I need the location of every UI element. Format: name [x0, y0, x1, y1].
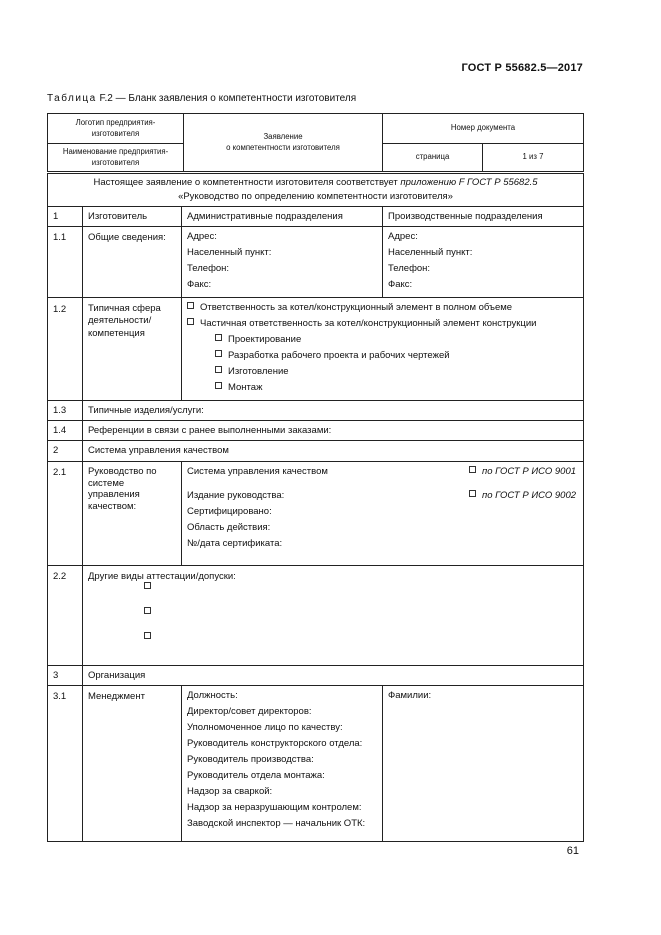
- qms-details: [182, 461, 584, 565]
- checkbox-icon[interactable]: [144, 607, 151, 614]
- activity-scope-label: Типичная сфера деятельности/ компетенция: [83, 297, 182, 400]
- row-1-1-num: 1.1: [48, 226, 83, 297]
- option-design[interactable]: Проектирование: [187, 333, 578, 349]
- row-3-num: 3: [48, 665, 83, 685]
- option-installation[interactable]: Монтаж: [187, 381, 578, 397]
- row-3-1-num: 3.1: [48, 686, 83, 842]
- position-item: Директор/совет директоров:: [187, 706, 312, 718]
- general-info-label: Общие сведения:: [83, 226, 182, 297]
- caption-text: — Бланк заявления о компетентности изготовителя: [115, 93, 357, 104]
- form-header: [47, 113, 584, 172]
- scope-field: Область действия:: [187, 521, 271, 533]
- checkbox-icon[interactable]: [215, 366, 222, 373]
- address-field: Адрес:: [187, 230, 217, 242]
- competence-form: [47, 173, 584, 842]
- doc-number-label: Номер документа: [383, 114, 584, 144]
- caption-number: F.2: [99, 93, 113, 104]
- row-2-num: 2: [48, 441, 83, 461]
- row-1-4-num: 1.4: [48, 421, 83, 441]
- option-manufacturing[interactable]: Изготовление: [187, 365, 578, 381]
- caption-prefix: Таблица: [47, 93, 97, 104]
- iso9002-option[interactable]: по ГОСТ Р ИСО 9002: [469, 489, 576, 502]
- management-positions: [182, 686, 383, 842]
- page-value: 1 из 7: [483, 144, 584, 172]
- option-full-responsibility[interactable]: Ответственность за котел/конструкционный элемент в полном объеме: [187, 301, 578, 317]
- surnames-header: Фамилии:: [388, 690, 432, 702]
- checkbox-icon[interactable]: [215, 382, 222, 389]
- position-item: Руководитель отдела монтажа:: [187, 770, 325, 782]
- city-field: Населенный пункт:: [388, 246, 473, 258]
- typical-products-label: Типичные изделия/услуги:: [83, 400, 584, 420]
- page-number: 61: [566, 845, 579, 857]
- standard-number: ГОСТ Р 55682.5—2017: [461, 62, 583, 74]
- checkbox-icon[interactable]: [187, 318, 194, 325]
- city-field: Населенный пункт:: [187, 246, 272, 258]
- fax-field: Факс:: [187, 278, 212, 290]
- statement-title: Заявление о компетентности изготовителя: [184, 114, 383, 172]
- row-1-num: 1: [48, 206, 83, 226]
- references-label: Референции в связи с ранее выполненными заказами:: [83, 421, 584, 441]
- other-certifications-label: Другие виды аттестации/допуски:: [88, 570, 236, 582]
- management-label: Менеджмент: [83, 686, 182, 842]
- admin-fields: [182, 226, 383, 297]
- cert-date-field: №/дата сертификата:: [187, 537, 283, 549]
- qms-manual-label: Руководство по системе управления качеством:: [83, 461, 182, 565]
- fax-field: Факс:: [388, 278, 413, 290]
- row-1-2-num: 1.2: [48, 297, 83, 400]
- certified-field: Сертифицировано:: [187, 505, 272, 517]
- row-2-2-num: 2.2: [48, 565, 83, 665]
- other-certifications: [83, 565, 584, 665]
- position-item: Надзор за сваркой:: [187, 786, 273, 798]
- activity-options: [182, 297, 584, 400]
- option-working-drawings[interactable]: Разработка рабочего проекта и рабочих чертежей: [187, 349, 578, 365]
- checkbox-icon[interactable]: [469, 466, 476, 473]
- row-1-label: Изготовитель: [83, 206, 182, 226]
- position-item: Руководитель конструкторского отдела:: [187, 738, 363, 750]
- edition-line: Издание руководства: по ГОСТ Р ИСО 9002: [187, 489, 577, 501]
- admin-units-header: Административные подразделения: [182, 206, 383, 226]
- checkbox-icon[interactable]: [144, 632, 151, 639]
- checkbox-icon[interactable]: [215, 350, 222, 357]
- table-caption: [47, 93, 356, 104]
- page-label: страница: [383, 144, 483, 172]
- logo-cell: Логотип предприятия- изготовителя: [48, 114, 184, 144]
- phone-field: Телефон:: [388, 262, 431, 274]
- production-fields: [383, 226, 584, 297]
- option-partial-responsibility[interactable]: Частичная ответственность за котел/конструкционный элемент конструкции: [187, 317, 578, 333]
- checkbox-icon[interactable]: [215, 334, 222, 341]
- position-item: Руководитель производства:: [187, 754, 314, 766]
- management-surnames: [383, 686, 584, 842]
- row-1-3-num: 1.3: [48, 400, 83, 420]
- checkbox-icon[interactable]: [469, 490, 476, 497]
- position-header: Должность:: [187, 690, 238, 702]
- checkbox-icon[interactable]: [187, 302, 194, 309]
- qms-line: Система управления качеством по ГОСТ Р ИСО 9001: [187, 465, 577, 477]
- production-units-header: Производственные подразделения: [383, 206, 584, 226]
- intro-statement: Настоящее заявление о компетентности изготовителя соответствует приложению F ГОСТ Р 55682.5 «Руководство по определению компетентности изготовителя»: [48, 174, 584, 207]
- position-item: Надзор за неразрушающим контролем:: [187, 802, 362, 814]
- position-item: Уполномоченное лицо по качеству:: [187, 722, 343, 734]
- company-name-cell: Наименование предприятия- изготовителя: [48, 144, 184, 172]
- position-item: Заводской инспектор — начальник ОТК:: [187, 818, 366, 830]
- organization-label: Организация: [83, 665, 584, 685]
- iso9001-option[interactable]: по ГОСТ Р ИСО 9001: [469, 465, 576, 478]
- checkbox-icon[interactable]: [144, 582, 151, 589]
- phone-field: Телефон:: [187, 262, 230, 274]
- row-2-1-num: 2.1: [48, 461, 83, 565]
- address-field: Адрес:: [388, 230, 418, 242]
- qms-section-label: Система управления качеством: [83, 441, 584, 461]
